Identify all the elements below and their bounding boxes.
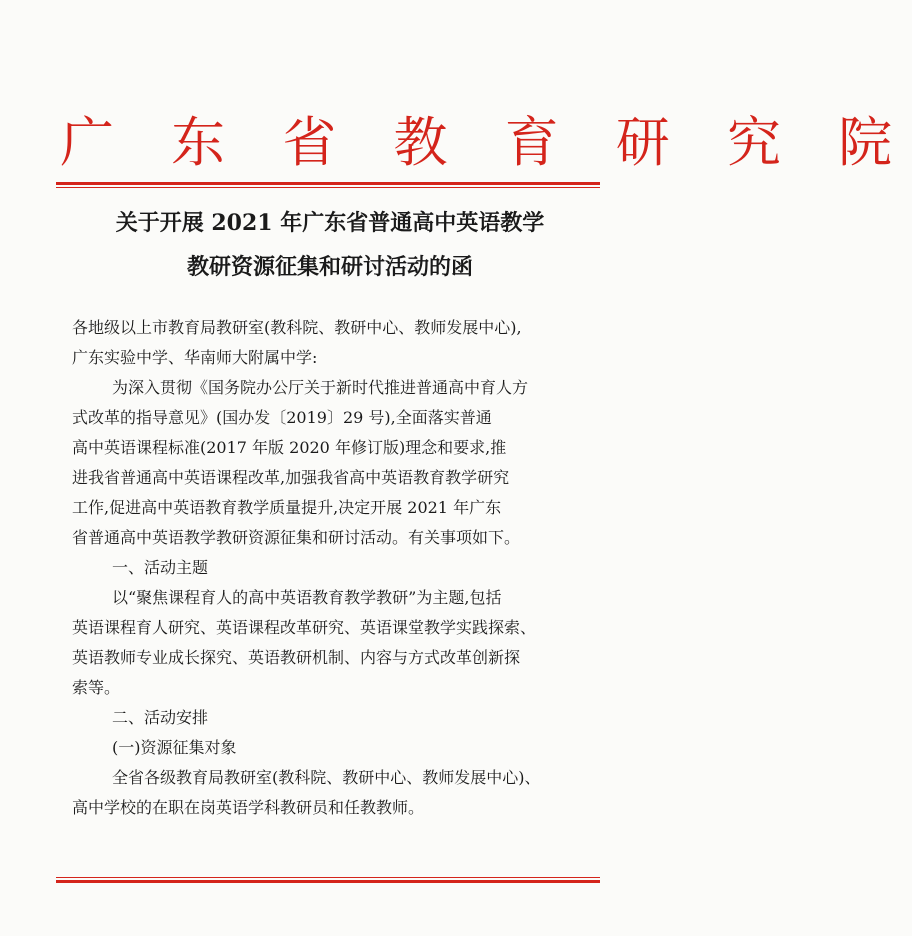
letterhead-rule-thick [56, 182, 600, 185]
paragraph-3-line: 全省各级教育局教研室(教科院、教研中心、教师发展中心)、 [112, 768, 541, 787]
letterhead-org-name: 广 东 省 教 育 研 究 院 [60, 111, 912, 174]
paragraph-1-line: 式改革的指导意见》(国办发〔2019〕29 号),全面落实普通 [72, 408, 492, 427]
paragraph-2-line: 英语教师专业成长探究、英语教研机制、内容与方式改革创新探 [72, 648, 521, 667]
paragraph-1-line: 工作,促进高中英语教育教学质量提升,决定开展 2021 年广东 [72, 498, 502, 517]
document-title-line-1: 关于开展 2021 年广东省普通高中英语教学 [115, 210, 545, 236]
paragraph-2-line: 索等。 [72, 678, 121, 697]
paragraph-1-line: 省普通高中英语教学教研资源征集和研讨活动。有关事项如下。 [72, 528, 521, 547]
paragraph-3-line: 高中学校的在职在岗英语学科教研员和任教教师。 [72, 798, 425, 817]
paragraph-1-line: 为深入贯彻《国务院办公厅关于新时代推进普通高中育人方 [112, 378, 529, 397]
footer-rule-thin [56, 877, 600, 878]
document-title-line-2: 教研资源征集和研讨活动的函 [186, 254, 473, 280]
addressee-line-2: 广东实验中学、华南师大附属中学: [72, 348, 318, 367]
paragraph-2-line: 以“聚焦课程育人的高中英语教育教学教研”为主题,包括 [112, 588, 502, 607]
paragraph-1-line: 进我省普通高中英语课程改革,加强我省高中英语教育教学研究 [72, 468, 510, 487]
addressee-line-1: 各地级以上市教育局教研室(教科院、教研中心、教师发展中心), [72, 318, 522, 337]
paragraph-1-line: 高中英语课程标准(2017 年版 2020 年修订版)理念和要求,推 [72, 438, 507, 457]
letterhead-rule-thin [56, 187, 600, 188]
section-heading-1: 一、活动主题 [112, 558, 209, 577]
section-heading-2: 二、活动安排 [112, 708, 209, 727]
subsection-heading-1: (一)资源征集对象 [112, 738, 237, 757]
footer-rule-thick [56, 880, 600, 883]
paragraph-2-line: 英语课程育人研究、英语课程改革研究、英语课堂教学实践探索、 [72, 618, 537, 637]
